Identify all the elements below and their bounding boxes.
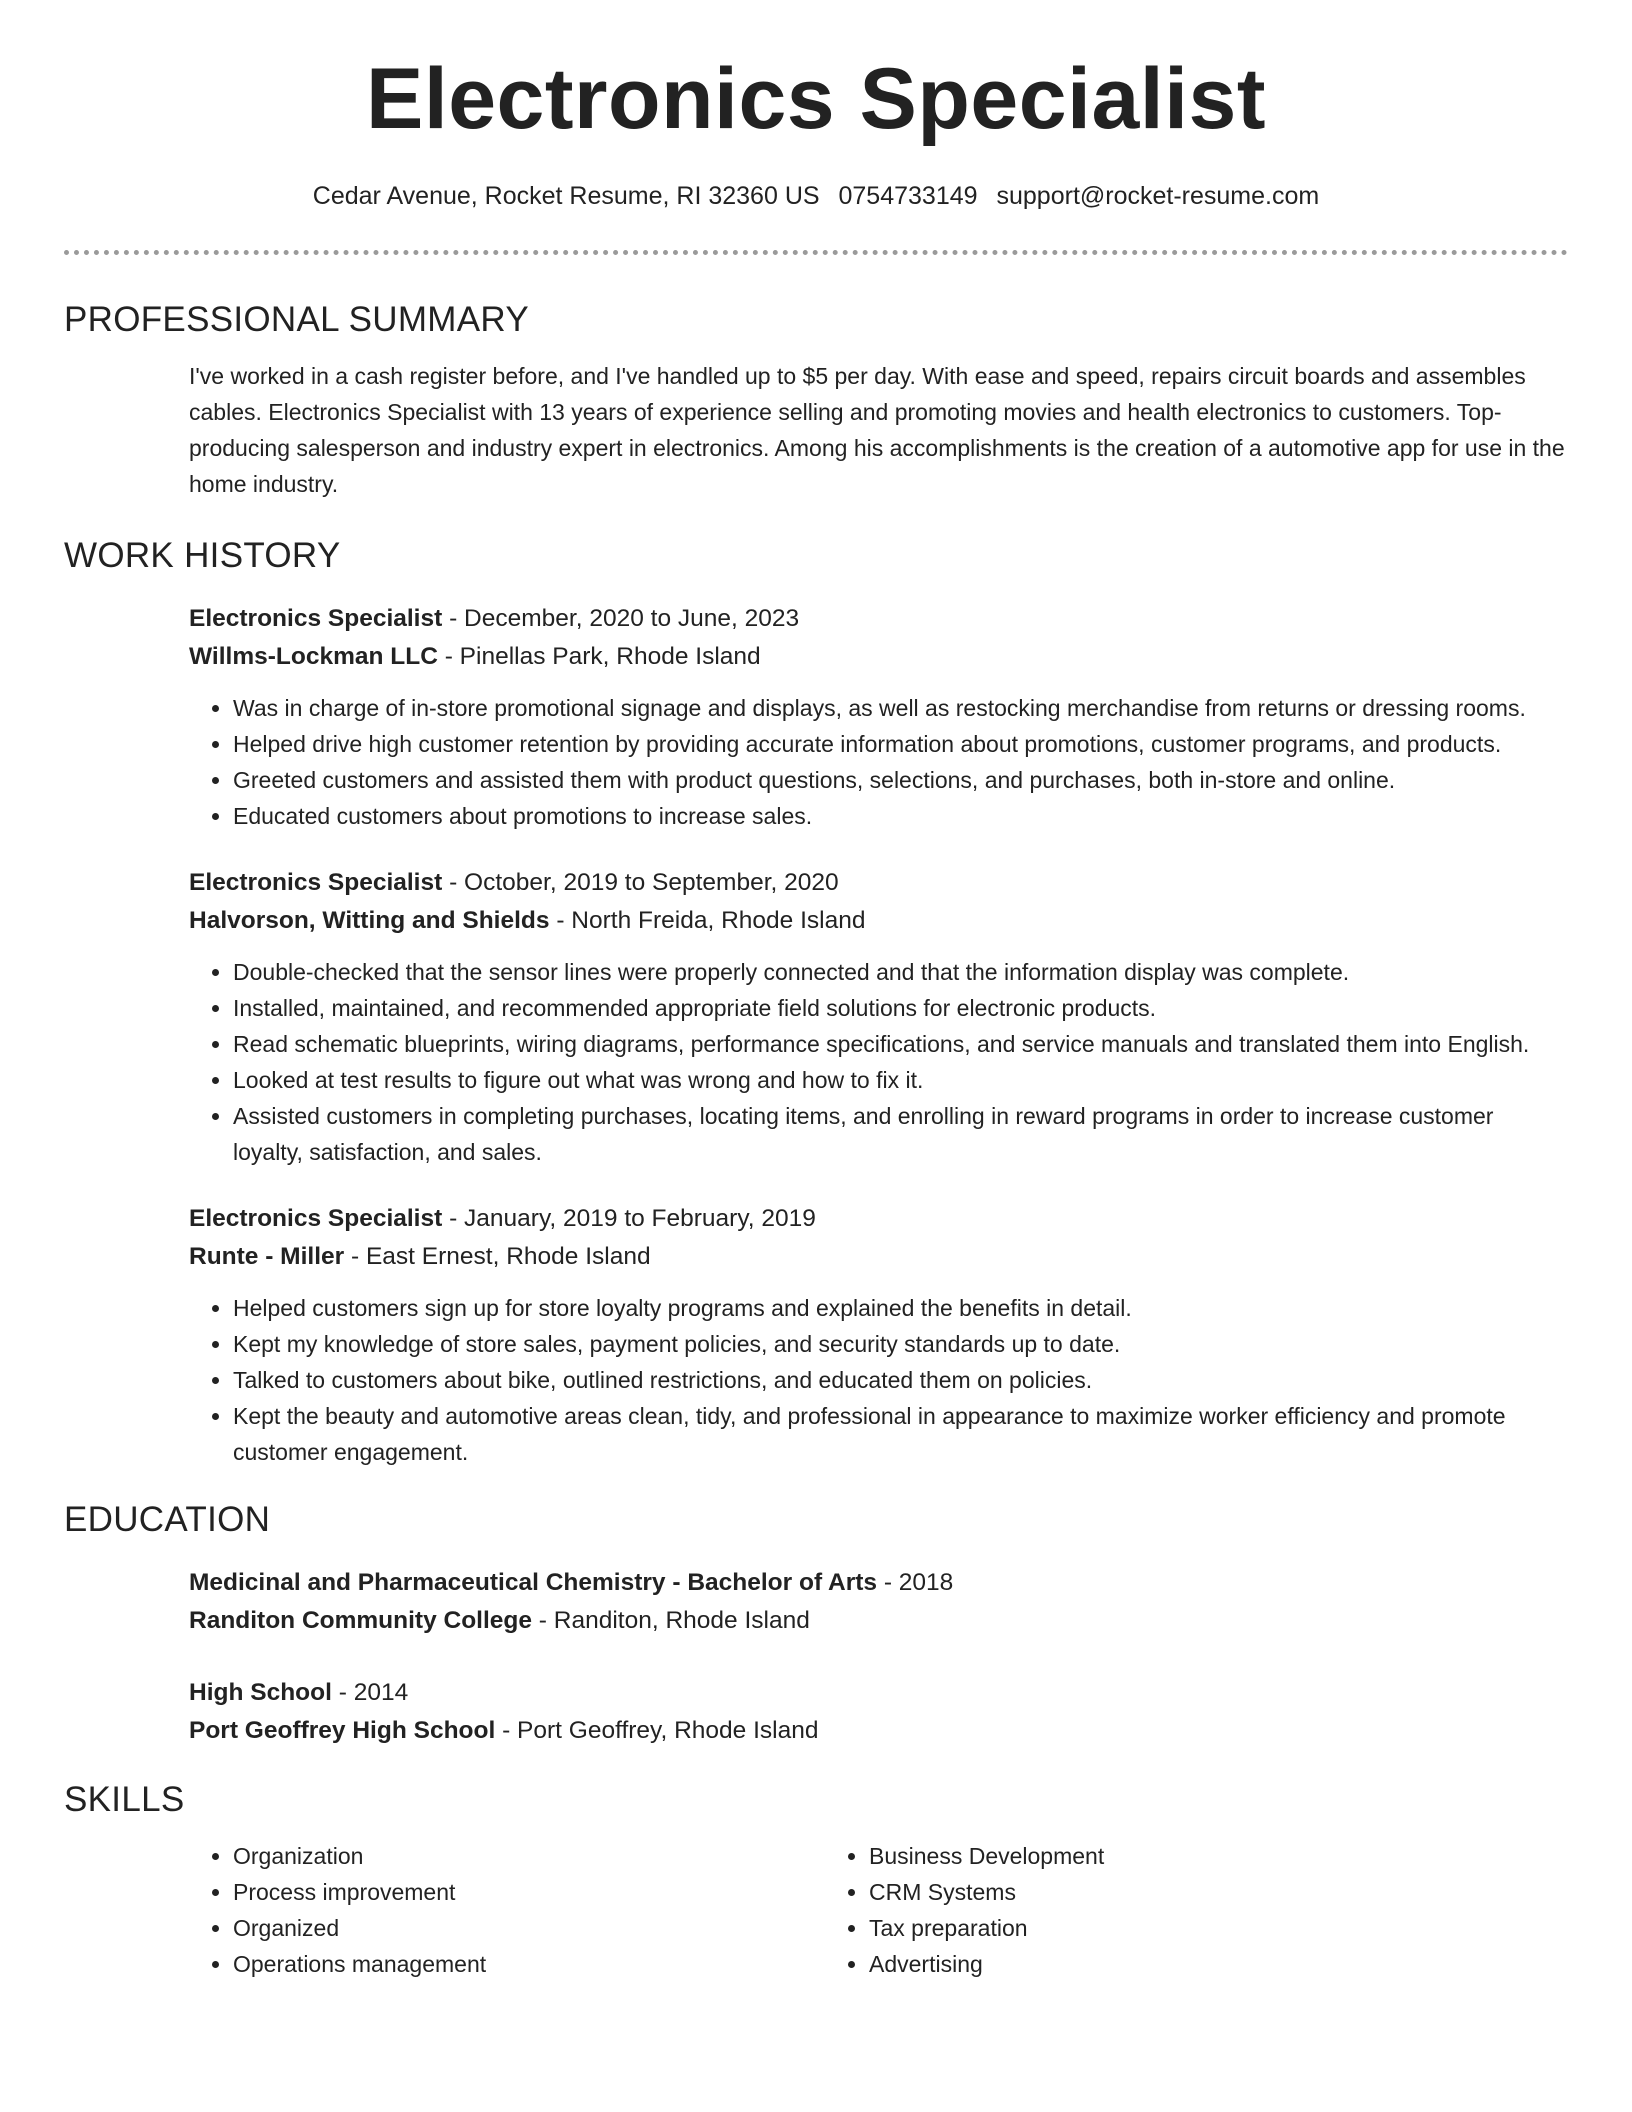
skill-item: • Organization [233, 1838, 825, 1874]
summary-text: I've worked in a cash register before, and I've handled up to $5 per day. With ease and speed, repairs circuit boards and assembles cables. Electronics Specialist with 13 years of experience selling and promoting movies and health electronics to customers. Top-producing salesperson and industry expert in electronics. Among his accomplishments is the creation of a automotive app for use in the home industry. [189, 363, 1565, 497]
job-bullets [189, 954, 1568, 1170]
skill-item: • Operations management [233, 1946, 825, 1982]
job-bullets [189, 690, 1568, 834]
job-role: Electronics Specialist [189, 605, 443, 632]
job-location: - Pinellas Park, Rhode Island [437, 643, 761, 670]
education-heading: EDUCATION [64, 1500, 271, 1539]
resume-content [0, 296, 1632, 1982]
job-bullet: • Talked to customers about bike, outlined restrictions, and educated them on policies. [233, 1362, 1568, 1398]
education-degree: Medicinal and Pharmaceutical Chemistry - Bachelor of Arts [189, 1569, 878, 1596]
job-bullet: • Helped drive high customer retention by providing accurate information about promotions, customer programs, and products. [233, 726, 1568, 762]
job-bullet: • Greeted customers and assisted them with product questions, selections, and purchases, both in-store and online. [233, 762, 1568, 798]
job-dates: - December, 2020 to June, 2023 [442, 605, 800, 632]
job-role: Electronics Specialist [189, 1205, 443, 1232]
job-entry [189, 600, 1568, 834]
contact-line [0, 182, 1632, 211]
education-school-line [189, 1712, 1568, 1750]
job-title-line [189, 864, 1568, 902]
education-year: - 2014 [331, 1679, 409, 1706]
job-company: Runte - Miller [189, 1243, 345, 1270]
education-degree: High School [189, 1679, 332, 1706]
resume-name: Electronics Specialist [365, 51, 1267, 147]
job-bullet: • Kept the beauty and automotive areas clean, tidy, and professional in appearance to maximize worker efficiency and promote customer engagement. [233, 1398, 1568, 1470]
job-company-line [189, 1238, 1568, 1276]
job-company: Halvorson, Witting and Shields [189, 907, 550, 934]
skill-item: • Process improvement [233, 1874, 825, 1910]
contact-phone: 0754733149 [838, 182, 978, 210]
job-bullet: • Double-checked that the sensor lines were properly connected and that the information display was complete. [233, 954, 1568, 990]
education-list [189, 1564, 1568, 1750]
job-company-line [189, 902, 1568, 940]
job-bullet: • Installed, maintained, and recommended appropriate field solutions for electronic products. [233, 990, 1568, 1026]
education-location: - Port Geoffrey, Rhode Island [495, 1717, 819, 1744]
job-dates: - January, 2019 to February, 2019 [442, 1205, 816, 1232]
skills-list [189, 1838, 1568, 1982]
job-company: Willms-Lockman LLC [189, 643, 438, 670]
job-bullets [189, 1290, 1568, 1470]
job-bullet: • Educated customers about promotions to increase sales. [233, 798, 1568, 834]
job-bullet: • Looked at test results to figure out what was wrong and how to fix it. [233, 1062, 1568, 1098]
education-year: - 2018 [877, 1569, 954, 1596]
summary-heading: PROFESSIONAL SUMMARY [64, 300, 529, 339]
job-bullet: • Helped customers sign up for store loyalty programs and explained the benefits in detail. [233, 1290, 1568, 1326]
header-divider [64, 250, 1568, 255]
skills-heading: SKILLS [64, 1780, 185, 1819]
job-bullet: • Was in charge of in-store promotional signage and displays, as well as restocking merchandise from returns or dressing rooms. [233, 690, 1568, 726]
section-spacer [0, 1470, 1632, 1496]
contact-email: support@rocket-resume.com [996, 182, 1320, 210]
education-entry [189, 1674, 1568, 1750]
job-title-line [189, 1200, 1568, 1238]
education-degree-line [189, 1674, 1568, 1712]
job-bullet: • Kept my knowledge of store sales, payment policies, and security standards up to date. [233, 1326, 1568, 1362]
job-location: - North Freida, Rhode Island [549, 907, 866, 934]
skills-column-right [825, 1838, 1461, 1982]
work-history-heading: WORK HISTORY [64, 536, 341, 575]
job-bullet: • Assisted customers in completing purchases, locating items, and enrolling in reward programs in order to increase customer loyalty, satisfaction, and sales. [233, 1098, 1568, 1170]
section-spacer [0, 1750, 1632, 1776]
job-dates: - October, 2019 to September, 2020 [442, 869, 839, 896]
job-role: Electronics Specialist [189, 869, 443, 896]
job-entry [189, 864, 1568, 1170]
education-school-line [189, 1602, 1568, 1640]
education-entry [189, 1564, 1568, 1640]
job-entry [189, 1200, 1568, 1470]
job-title-line [189, 600, 1568, 638]
skill-item: • Organized [233, 1910, 825, 1946]
education-location: - Randiton, Rhode Island [532, 1607, 810, 1634]
skill-item: • Tax preparation [869, 1910, 1461, 1946]
job-location: - East Ernest, Rhode Island [344, 1243, 651, 1270]
education-school: Port Geoffrey High School [189, 1717, 496, 1744]
education-degree-line [189, 1564, 1568, 1602]
contact-address: Cedar Avenue, Rocket Resume, RI 32360 US [312, 182, 820, 210]
skill-item: • Business Development [869, 1838, 1461, 1874]
job-bullet: • Read schematic blueprints, wiring diagrams, performance specifications, and service manuals and translated them into English. [233, 1026, 1568, 1062]
skills-column-left [189, 1838, 825, 1982]
education-school: Randiton Community College [189, 1607, 532, 1634]
work-history-list [189, 600, 1568, 1470]
skill-item: • CRM Systems [869, 1874, 1461, 1910]
job-company-line [189, 638, 1568, 676]
skill-item: • Advertising [869, 1946, 1461, 1982]
